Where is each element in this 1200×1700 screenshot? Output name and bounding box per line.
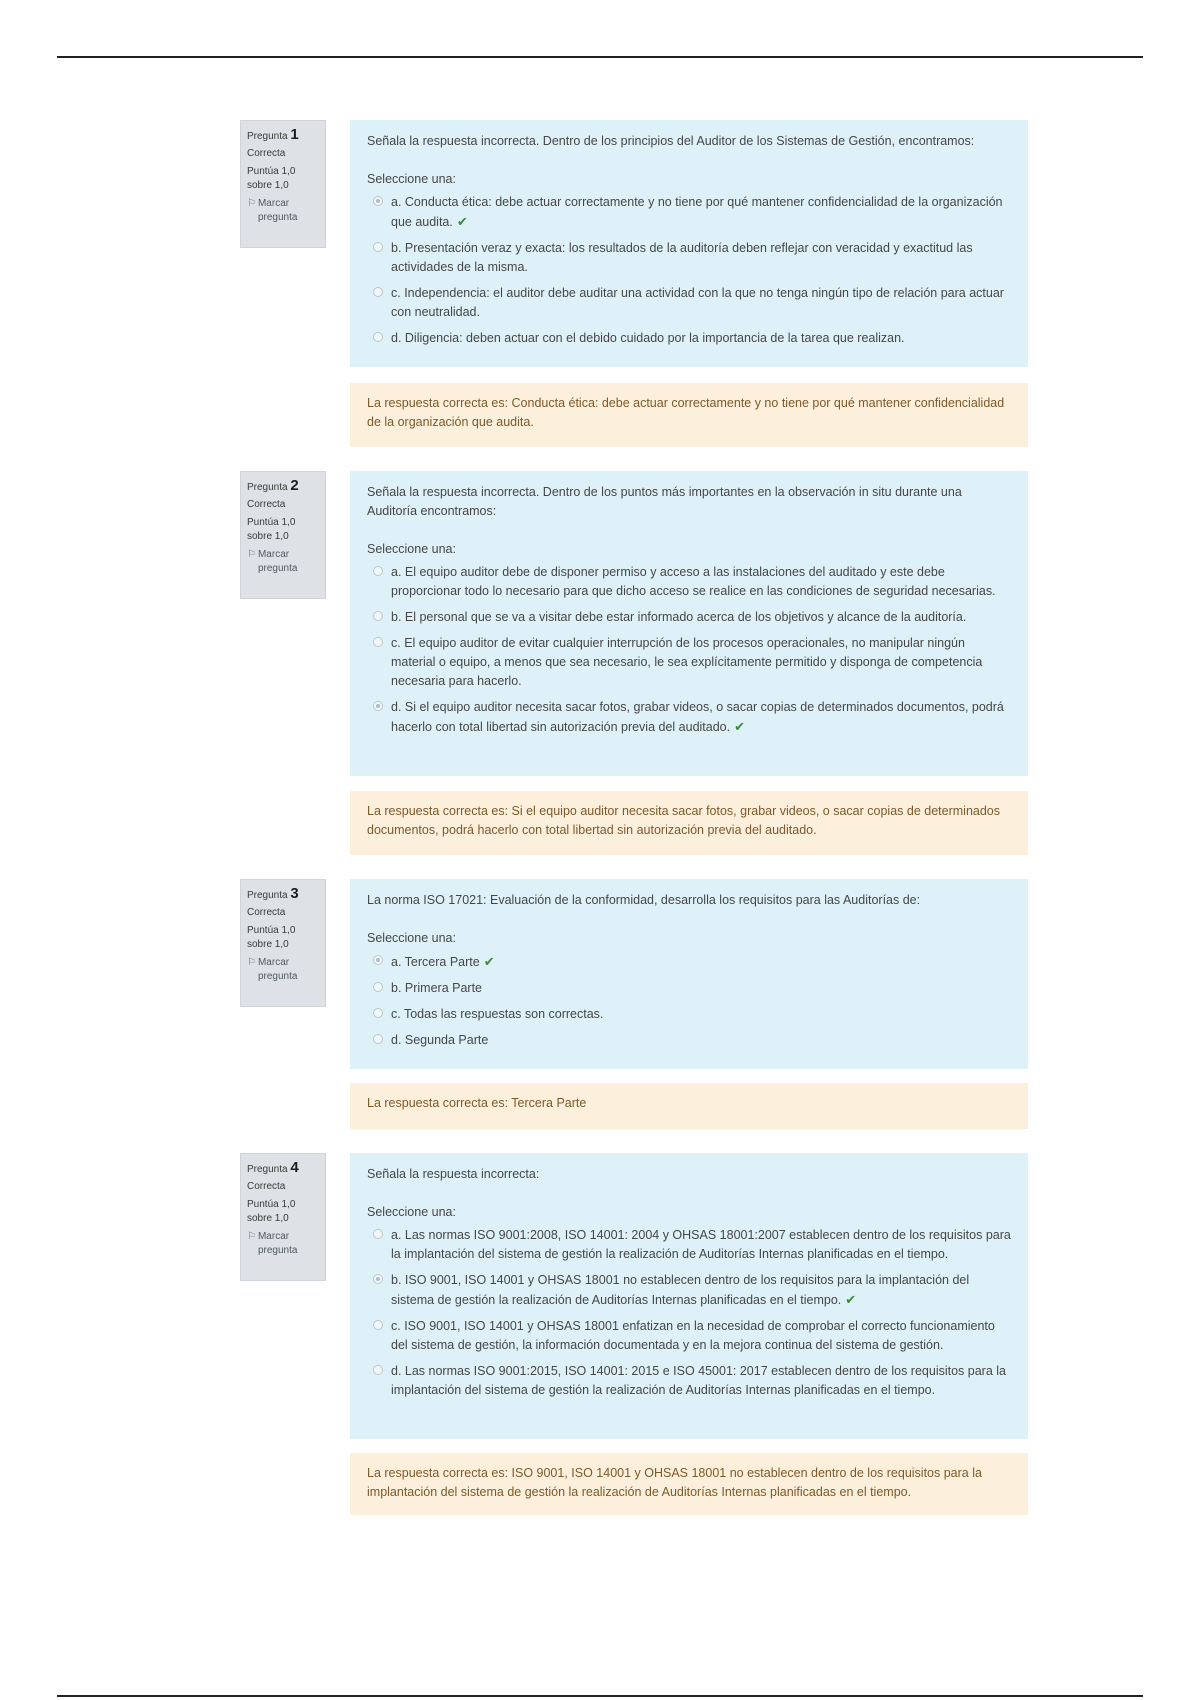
answer-option-c[interactable]: c. El equipo auditor de evitar cualquier interrupción de los procesos operacionales, no manipular ningún material o equipo, a menos que sea necesario, le sea explícitamente permitido y disponga de competencia necesaria para hacerlo. xyxy=(367,634,1011,691)
answer-option-b[interactable]: b. ISO 9001, ISO 14001 y OHSAS 18001 no establecen dentro de los requisitos para la implantación del sistema de gestión la realización de Auditorías Internas planificadas en el tiempo. ✔ xyxy=(367,1271,1011,1310)
question-label: Pregunta xyxy=(247,1164,288,1175)
select-prompt: Seleccione una: xyxy=(367,172,456,186)
answer-option-b[interactable]: b. Primera Parte xyxy=(367,979,1011,998)
select-prompt: Seleccione una: xyxy=(367,542,456,556)
question-content xyxy=(350,1153,1028,1439)
flag-question-button[interactable]: ⚐ Marcar pregunta xyxy=(247,957,298,982)
radio-button[interactable] xyxy=(373,332,383,342)
select-prompt: Seleccione una: xyxy=(367,1205,456,1219)
question-grade: Puntúa 1,0 sobre 1,0 xyxy=(247,1199,296,1224)
question-number: 4 xyxy=(290,1159,299,1176)
question-state: Correcta xyxy=(247,1181,286,1192)
radio-button[interactable] xyxy=(373,242,383,252)
question-state: Correcta xyxy=(247,499,286,510)
correct-answer-feedback: La respuesta correcta es: Si el equipo auditor necesita sacar fotos, grabar videos, o sacar copias de determinados documentos, podrá hacerlo con total libertad sin autorización previa del auditado. xyxy=(350,791,1028,855)
check-icon: ✔ xyxy=(483,954,495,969)
radio-button[interactable] xyxy=(373,1365,383,1375)
radio-button[interactable] xyxy=(373,982,383,992)
radio-button[interactable] xyxy=(373,1274,383,1284)
question-label: Pregunta xyxy=(247,890,288,901)
answer-option-c[interactable]: c. Independencia: el auditor debe auditar una actividad con la que no tenga ningún tipo de relación para actuar con neutralidad. xyxy=(367,284,1011,322)
question-number: 2 xyxy=(290,477,299,494)
flag-icon: ⚐ xyxy=(247,1231,256,1242)
question-info xyxy=(240,1153,326,1281)
question-grade: Puntúa 1,0 sobre 1,0 xyxy=(247,166,296,191)
answer-option-b[interactable]: b. Presentación veraz y exacta: los resultados de la auditoría deben reflejar con veracidad y exactitud las actividades de la misma. xyxy=(367,239,1011,277)
answer-option-b[interactable]: b. El personal que se va a visitar debe estar informado acerca de los objetivos y alcance de la auditoría. xyxy=(367,608,1011,627)
question-grade: Puntúa 1,0 sobre 1,0 xyxy=(247,925,296,950)
flag-icon: ⚐ xyxy=(247,957,256,968)
top-rule xyxy=(57,56,1143,58)
question-state: Correcta xyxy=(247,907,286,918)
answer-option-a[interactable]: a. Tercera Parte ✔ xyxy=(367,952,1011,972)
question-text: Señala la respuesta incorrecta: xyxy=(367,1167,540,1181)
answer-option-a[interactable]: a. Conducta ética: debe actuar correctamente y no tiene por qué mantener confidencialidad de la organización que audita. ✔ xyxy=(367,193,1011,232)
flag-question-button[interactable]: ⚐ Marcar pregunta xyxy=(247,1231,298,1256)
radio-button[interactable] xyxy=(373,1034,383,1044)
check-icon: ✔ xyxy=(734,719,746,734)
correct-answer-feedback: La respuesta correcta es: Tercera Parte xyxy=(350,1083,1028,1129)
question-content xyxy=(350,879,1028,1069)
flag-icon: ⚐ xyxy=(247,549,256,560)
answer-option-c[interactable]: c. Todas las respuestas son correctas. xyxy=(367,1005,1011,1024)
answer-option-d[interactable]: d. Las normas ISO 9001:2015, ISO 14001: 2015 e ISO 45001: 2017 establecen dentro de los requisitos para la implantación del sistema de gestión la realización de Auditorías Internas planificadas en el tiempo. xyxy=(367,1362,1011,1400)
question-info xyxy=(240,120,326,248)
question-content xyxy=(350,471,1028,776)
flag-question-button[interactable]: ⚐ Marcar pregunta xyxy=(247,549,298,574)
check-icon: ✔ xyxy=(456,214,468,229)
radio-button[interactable] xyxy=(373,566,383,576)
select-prompt: Seleccione una: xyxy=(367,931,456,945)
question-text: Señala la respuesta incorrecta. Dentro de los puntos más importantes en la observación in situ durante una Auditoría encontramos: xyxy=(367,485,962,518)
answer-option-d[interactable]: d. Diligencia: deben actuar con el debido cuidado por la importancia de la tarea que realizan. xyxy=(367,329,1011,348)
bottom-rule xyxy=(57,1695,1143,1697)
radio-button[interactable] xyxy=(373,637,383,647)
radio-button[interactable] xyxy=(373,1008,383,1018)
answer-option-c[interactable]: c. ISO 9001, ISO 14001 y OHSAS 18001 enfatizan en la necesidad de comprobar el correcto funcionamiento del sistema de gestión, la información documentada y en la mejora continua del sistema de gestión. xyxy=(367,1317,1011,1355)
question-text: La norma ISO 17021: Evaluación de la conformidad, desarrolla los requisitos para las Auditorías de: xyxy=(367,893,921,907)
radio-button[interactable] xyxy=(373,1320,383,1330)
question-label: Pregunta xyxy=(247,131,288,142)
flag-question-button[interactable]: ⚐ Marcar pregunta xyxy=(247,198,298,223)
question-state: Correcta xyxy=(247,148,286,159)
check-icon: ✔ xyxy=(845,1292,857,1307)
answer-option-a[interactable]: a. El equipo auditor debe de disponer permiso y acceso a las instalaciones del auditado y este debe proporcionar todo lo necesario para que dicho acceso se realice en las condiciones de seguridad necesarias. xyxy=(367,563,1011,601)
question-info xyxy=(240,471,326,599)
question-content xyxy=(350,120,1028,367)
answer-option-d[interactable]: d. Segunda Parte xyxy=(367,1031,1011,1050)
radio-button[interactable] xyxy=(373,611,383,621)
question-label: Pregunta xyxy=(247,482,288,493)
question-text: Señala la respuesta incorrecta. Dentro de los principios del Auditor de los Sistemas de Gestión, encontramos: xyxy=(367,134,975,148)
flag-icon: ⚐ xyxy=(247,198,256,209)
question-grade: Puntúa 1,0 sobre 1,0 xyxy=(247,517,296,542)
radio-button[interactable] xyxy=(373,287,383,297)
question-info xyxy=(240,879,326,1007)
radio-button[interactable] xyxy=(373,701,383,711)
radio-button[interactable] xyxy=(373,1229,383,1239)
correct-answer-feedback: La respuesta correcta es: ISO 9001, ISO 14001 y OHSAS 18001 no establecen dentro de los requisitos para la implantación del sistema de gestión la realización de Auditorías Internas planificadas en el tiempo. xyxy=(350,1453,1028,1515)
answer-option-d[interactable]: d. Si el equipo auditor necesita sacar fotos, grabar videos, o sacar copias de determinados documentos, podrá hacerlo con total libertad sin autorización previa del auditado. ✔ xyxy=(367,698,1011,737)
correct-answer-feedback: La respuesta correcta es: Conducta ética: debe actuar correctamente y no tiene por qué mantener confidencialidad de la organización que audita. xyxy=(350,383,1028,447)
radio-button[interactable] xyxy=(373,955,383,965)
radio-button[interactable] xyxy=(373,196,383,206)
question-number: 1 xyxy=(290,126,299,143)
question-number: 3 xyxy=(290,885,299,902)
answer-option-a[interactable]: a. Las normas ISO 9001:2008, ISO 14001: 2004 y OHSAS 18001:2007 establecen dentro de los requisitos para la implantación del sistema de gestión la realización de Auditorías Internas planificadas en el tiempo. xyxy=(367,1226,1011,1264)
